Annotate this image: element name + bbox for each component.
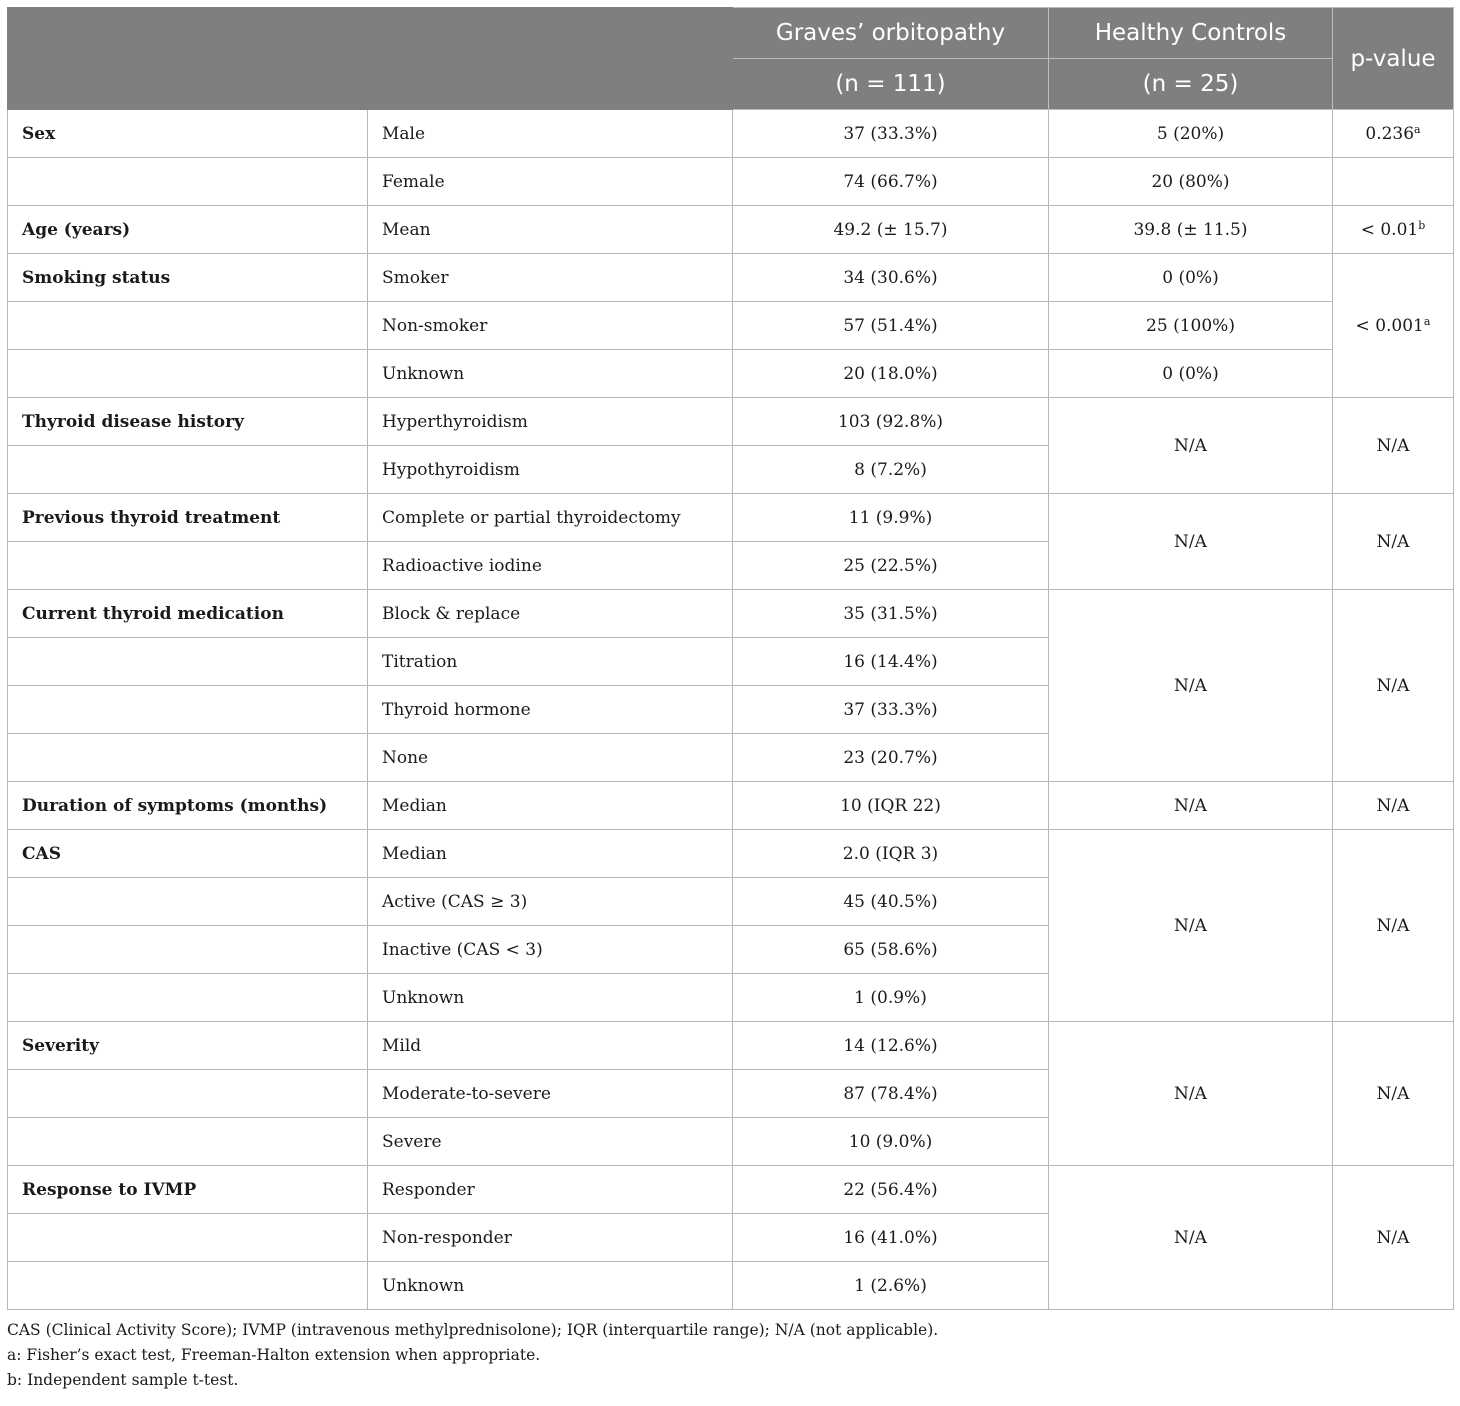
table-row [8, 206, 1454, 254]
go-value: 1 (0.9%) [733, 974, 1049, 1022]
table-row [8, 782, 1454, 830]
row-label-empty [8, 686, 368, 734]
hc-value: 20 (80%) [1049, 158, 1333, 206]
hc-value: N/A [1049, 1022, 1333, 1166]
go-value: 57 (51.4%) [733, 302, 1049, 350]
row-label-severity: Severity [8, 1022, 368, 1070]
p-value-cell [1333, 206, 1454, 254]
category-label: Responder [368, 1166, 733, 1214]
demographics-table [7, 7, 1454, 1310]
hc-value: N/A [1049, 398, 1333, 494]
row-label-empty [8, 734, 368, 782]
p-value: N/A [1333, 494, 1454, 590]
go-value: 25 (22.5%) [733, 542, 1049, 590]
category-label: Radioactive iodine [368, 542, 733, 590]
go-value: 49.2 (± 15.7) [733, 206, 1049, 254]
category-label: Unknown [368, 350, 733, 398]
table-header [8, 8, 1454, 110]
category-label: Median [368, 830, 733, 878]
category-label: Thyroid hormone [368, 686, 733, 734]
table-footnotes [7, 1318, 1453, 1393]
go-value: 34 (30.6%) [733, 254, 1049, 302]
header-hc-title: Healthy Controls [1049, 8, 1333, 59]
p-value: N/A [1333, 398, 1454, 494]
table-row [8, 110, 1454, 158]
category-label: Hyperthyroidism [368, 398, 733, 446]
go-value: 10 (9.0%) [733, 1118, 1049, 1166]
row-label-empty [8, 302, 368, 350]
table-row [8, 350, 1454, 398]
table-row [8, 302, 1454, 350]
table-row [8, 1022, 1454, 1070]
go-value: 1 (2.6%) [733, 1262, 1049, 1310]
table-row [8, 398, 1454, 446]
hc-value: 39.8 (± 11.5) [1049, 206, 1333, 254]
row-label-previous-treatment: Previous thyroid treatment [8, 494, 368, 542]
row-label-empty [8, 446, 368, 494]
go-value: 45 (40.5%) [733, 878, 1049, 926]
category-label: Inactive (CAS < 3) [368, 926, 733, 974]
go-value: 22 (56.4%) [733, 1166, 1049, 1214]
category-label: Male [368, 110, 733, 158]
category-label: Smoker [368, 254, 733, 302]
header-blank [8, 8, 733, 110]
go-value: 16 (41.0%) [733, 1214, 1049, 1262]
header-p-value: p-value [1333, 8, 1454, 110]
row-label-duration: Duration of symptoms (months) [8, 782, 368, 830]
row-label-empty [8, 974, 368, 1022]
row-label-empty [8, 1118, 368, 1166]
go-value: 103 (92.8%) [733, 398, 1049, 446]
row-label-thyroid-history: Thyroid disease history [8, 398, 368, 446]
go-value: 37 (33.3%) [733, 686, 1049, 734]
table-row [8, 590, 1454, 638]
category-label: Complete or partial thyroidectomy [368, 494, 733, 542]
row-label-sex: Sex [8, 110, 368, 158]
go-value: 37 (33.3%) [733, 110, 1049, 158]
go-value: 11 (9.9%) [733, 494, 1049, 542]
row-label-empty [8, 1070, 368, 1118]
hc-value: N/A [1049, 494, 1333, 590]
category-label: Non-responder [368, 1214, 733, 1262]
row-label-empty [8, 638, 368, 686]
p-value-cell [1333, 254, 1454, 398]
row-label-age: Age (years) [8, 206, 368, 254]
p-value: N/A [1333, 1166, 1454, 1310]
p-value-superscript: a [1423, 314, 1431, 328]
table-row [8, 254, 1454, 302]
row-label-empty [8, 542, 368, 590]
category-label: Female [368, 158, 733, 206]
go-value: 23 (20.7%) [733, 734, 1049, 782]
row-label-empty [8, 1214, 368, 1262]
p-value: N/A [1333, 782, 1454, 830]
go-value: 65 (58.6%) [733, 926, 1049, 974]
table-container [7, 7, 1453, 1393]
go-value: 74 (66.7%) [733, 158, 1049, 206]
p-value-superscript: b [1418, 218, 1426, 232]
category-label: Median [368, 782, 733, 830]
category-label: Unknown [368, 974, 733, 1022]
hc-value: N/A [1049, 830, 1333, 1022]
p-value: N/A [1333, 830, 1454, 1022]
header-go-title: Graves’ orbitopathy [733, 8, 1049, 59]
category-label: Hypothyroidism [368, 446, 733, 494]
header-go-n: (n = 111) [733, 59, 1049, 110]
footnote-b: b: Independent sample t-test. [7, 1371, 239, 1389]
header-hc-n: (n = 25) [1049, 59, 1333, 110]
hc-value: N/A [1049, 782, 1333, 830]
row-label-empty [8, 878, 368, 926]
p-value-superscript: a [1414, 122, 1421, 136]
category-label: Titration [368, 638, 733, 686]
category-label: Block & replace [368, 590, 733, 638]
go-value: 14 (12.6%) [733, 1022, 1049, 1070]
p-value: < 0.01 [1360, 219, 1419, 240]
hc-value: N/A [1049, 1166, 1333, 1310]
table-row [8, 494, 1454, 542]
row-label-smoking: Smoking status [8, 254, 368, 302]
go-value: 20 (18.0%) [733, 350, 1049, 398]
category-label: Mild [368, 1022, 733, 1070]
category-label: None [368, 734, 733, 782]
go-value: 2.0 (IQR 3) [733, 830, 1049, 878]
footnote-abbreviations: CAS (Clinical Activity Score); IVMP (intravenous methylprednisolone); IQR (interquartile range); N/A (not applicable). [7, 1321, 939, 1339]
footnote-a: a: Fisher’s exact test, Freeman-Halton extension when appropriate. [7, 1346, 541, 1364]
table-row [8, 830, 1454, 878]
category-label: Severe [368, 1118, 733, 1166]
row-label-empty [8, 926, 368, 974]
category-label: Moderate-to-severe [368, 1070, 733, 1118]
hc-value: 25 (100%) [1049, 302, 1333, 350]
row-label-empty [8, 350, 368, 398]
go-value: 16 (14.4%) [733, 638, 1049, 686]
go-value: 35 (31.5%) [733, 590, 1049, 638]
hc-value: 0 (0%) [1049, 254, 1333, 302]
go-value: 10 (IQR 22) [733, 782, 1049, 830]
category-label: Unknown [368, 1262, 733, 1310]
p-value: N/A [1333, 1022, 1454, 1166]
p-value: 0.236 [1365, 123, 1415, 144]
table-row [8, 158, 1454, 206]
p-value: N/A [1333, 590, 1454, 782]
category-label: Active (CAS ≥ 3) [368, 878, 733, 926]
row-label-ivmp: Response to IVMP [8, 1166, 368, 1214]
hc-value: N/A [1049, 590, 1333, 782]
hc-value: 0 (0%) [1049, 350, 1333, 398]
p-value: < 0.001 [1355, 315, 1424, 336]
go-value: 87 (78.4%) [733, 1070, 1049, 1118]
category-label: Mean [368, 206, 733, 254]
table-row [8, 1166, 1454, 1214]
p-value-cell [1333, 110, 1454, 158]
go-value: 8 (7.2%) [733, 446, 1049, 494]
category-label: Non-smoker [368, 302, 733, 350]
p-value-cell-empty [1333, 158, 1454, 206]
row-label-cas: CAS [8, 830, 368, 878]
row-label-medication: Current thyroid medication [8, 590, 368, 638]
row-label-empty [8, 1262, 368, 1310]
row-label-empty [8, 158, 368, 206]
hc-value: 5 (20%) [1049, 110, 1333, 158]
